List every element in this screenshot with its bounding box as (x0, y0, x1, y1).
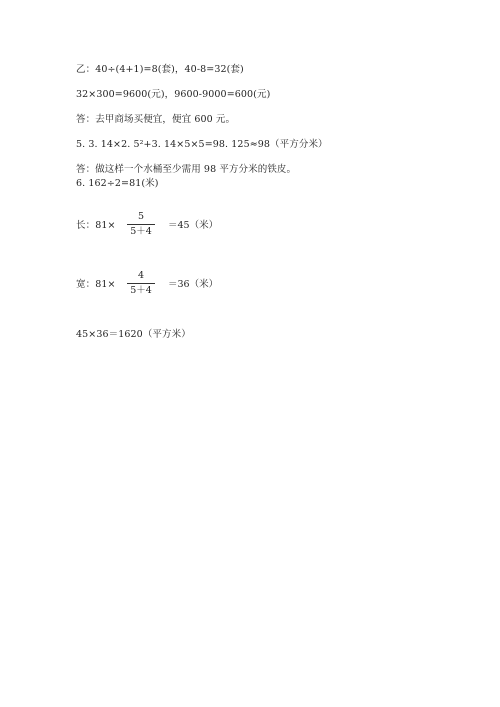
fraction-bar (127, 224, 155, 225)
width-fraction-denominator: 5＋4 (130, 285, 152, 296)
length-fraction-numerator: 5 (137, 211, 145, 222)
line-problem6-half: 6. 162÷2=81(米) (76, 178, 159, 189)
fraction-bar (127, 283, 155, 284)
width-fraction (127, 270, 155, 297)
line-answer-cheaper: 答：去甲商场买便宜，便宜 600 元。 (76, 114, 236, 125)
width-fraction-numerator: 4 (137, 270, 145, 281)
width-result: ＝36（米） (168, 279, 219, 290)
line-cost-calculation: 32×300=9600(元)，9600-9000=600(元) (76, 89, 271, 100)
length-fraction (127, 211, 155, 238)
line-area-calculation: 45×36＝1620（平方米） (76, 329, 191, 340)
width-prefix: 宽：81× (76, 279, 116, 290)
line-answer-iron-sheet: 答：做这样一个水桶至少需用 98 平方分米的铁皮。 (76, 164, 297, 175)
length-result: ＝45（米） (168, 220, 219, 231)
length-fraction-denominator: 5＋4 (130, 226, 152, 237)
line-problem5-calculation: 5. 3. 14×2. 5²+3. 14×5×5=98. 125≈98（平方分米） (76, 139, 328, 150)
line-yi-calculation: 乙：40÷(4+1)=8(套)，40-8=32(套) (76, 64, 244, 75)
length-prefix: 长：81× (76, 220, 116, 231)
